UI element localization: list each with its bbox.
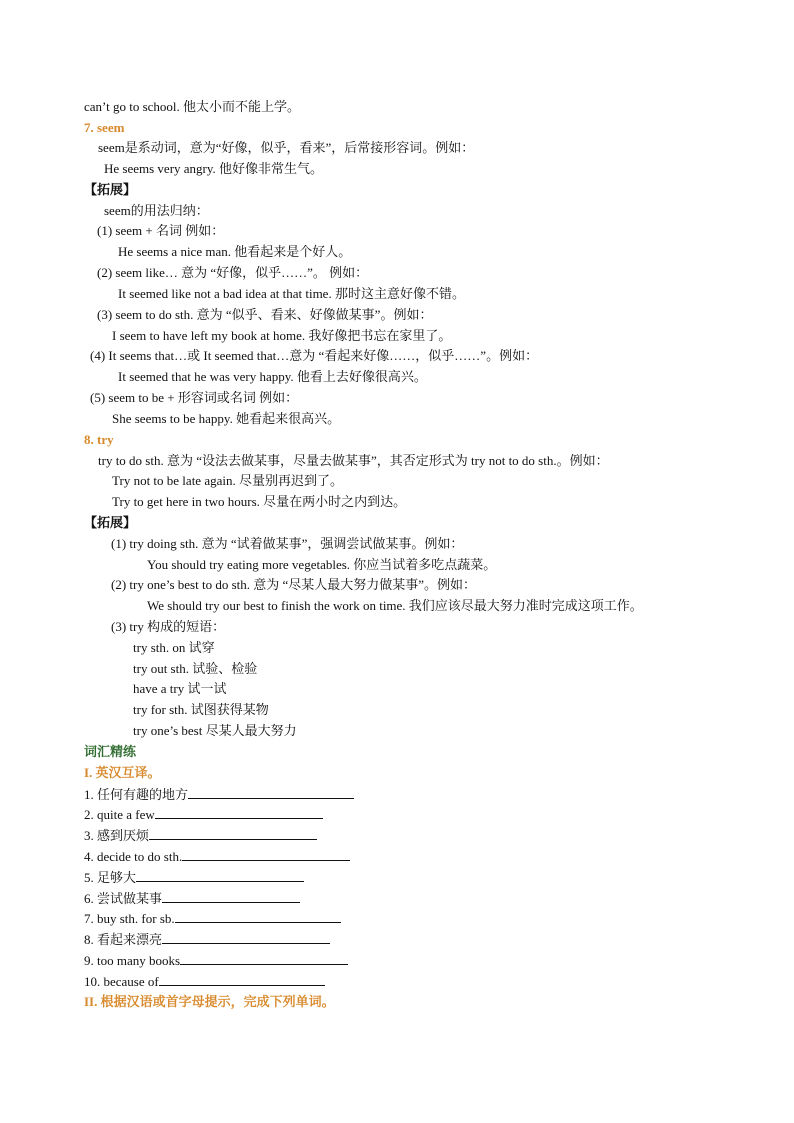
usage-item: (4) It seems that…或 It seemed that…意为 “看起来好像……，似乎……”。例如：	[90, 348, 539, 363]
text-line: can’t go to school. 他太小而不能上学。	[84, 99, 301, 114]
usage-item: (1) try doing sth. 意为 “试着做某事”，强调尝试做某事。例如：	[111, 536, 464, 551]
usage-example: We should try our best to finish the work on time. 我们应该尽最大努力准时完成这项工作。	[147, 598, 643, 613]
part-2-title: II. 根据汉语或首字母提示，完成下列单词。	[84, 994, 335, 1009]
exercise-item: 3. 感到厌烦	[84, 827, 317, 844]
seem-usage-heading: seem的用法归纳：	[104, 203, 209, 218]
answer-blank[interactable]	[159, 973, 325, 986]
exercise-item: 5. 足够大	[84, 869, 304, 886]
seem-example: He seems very angry. 他好像非常生气。	[104, 161, 324, 176]
answer-blank[interactable]	[188, 786, 354, 799]
exercise-item: 8. 看起来漂亮	[84, 931, 330, 948]
usage-item: (2) try one’s best to do sth. 意为 “尽某人最大努力做某事”。例如：	[111, 577, 477, 592]
phrase-item: have a try 试一试	[133, 681, 227, 696]
extension-heading: 【拓展】	[84, 515, 137, 530]
answer-blank[interactable]	[162, 890, 300, 903]
exercise-item: 4. decide to do sth.	[84, 848, 350, 865]
usage-example: It seemed like not a bad idea at that time. 那时这主意好像不错。	[118, 286, 465, 301]
answer-blank[interactable]	[175, 910, 341, 923]
usage-example: You should try eating more vegetables. 你应当试着多吃点蔬菜。	[147, 557, 497, 572]
section-7-title: 7. seem	[84, 120, 125, 135]
exercise-item: 6. 尝试做某事	[84, 890, 300, 907]
usage-example: It seemed that he was very happy. 他看上去好像很高兴。	[118, 369, 427, 384]
answer-blank[interactable]	[182, 848, 350, 861]
exercise-item: 10. because of	[84, 973, 325, 990]
usage-item: (3) seem to do sth. 意为 “似乎、看来、好像做某事”。例如：	[97, 307, 433, 322]
try-example: Try not to be late again. 尽量别再迟到了。	[112, 473, 343, 488]
part-1-title: I. 英汉互译。	[84, 765, 161, 780]
usage-example: I seem to have left my book at home. 我好像把书忘在家里了。	[112, 328, 452, 343]
answer-blank[interactable]	[162, 931, 330, 944]
usage-item: (5) seem to be + 形容词或名词 例如：	[90, 390, 299, 405]
phrase-item: try out sth. 试验、检验	[133, 661, 258, 676]
phrase-item: try sth. on 试穿	[133, 640, 215, 655]
section-8-title: 8. try	[84, 432, 114, 447]
usage-item: (2) seem like… 意为 “好像，似乎……”。 例如：	[97, 265, 369, 280]
usage-example: He seems a nice man. 他看起来是个好人。	[118, 244, 352, 259]
usage-item: (3) try 构成的短语：	[111, 619, 226, 634]
exercise-item: 7. buy sth. for sb.	[84, 910, 341, 927]
usage-example: She seems to be happy. 她看起来很高兴。	[112, 411, 341, 426]
vocab-practice-title: 词汇精练	[84, 744, 137, 759]
answer-blank[interactable]	[155, 806, 323, 819]
answer-blank[interactable]	[136, 869, 304, 882]
exercise-item: 1. 任何有趣的地方	[84, 786, 354, 803]
answer-blank[interactable]	[180, 952, 348, 965]
phrase-item: try one’s best 尽某人最大努力	[133, 723, 297, 738]
exercise-item: 9. too many books	[84, 952, 348, 969]
try-definition: try to do sth. 意为 “设法去做某事，尽量去做某事”，其否定形式为 try not to do sth.。例如：	[98, 453, 609, 468]
extension-heading: 【拓展】	[84, 182, 137, 197]
seem-definition: seem是系动词，意为“好像，似乎，看来”，后常接形容词。例如：	[98, 140, 475, 155]
exercise-item: 2. quite a few	[84, 806, 323, 823]
usage-item: (1) seem + 名词 例如：	[97, 223, 225, 238]
answer-blank[interactable]	[149, 827, 317, 840]
try-example: Try to get here in two hours. 尽量在两小时之内到达。	[112, 494, 407, 509]
phrase-item: try for sth. 试图获得某物	[133, 702, 269, 717]
